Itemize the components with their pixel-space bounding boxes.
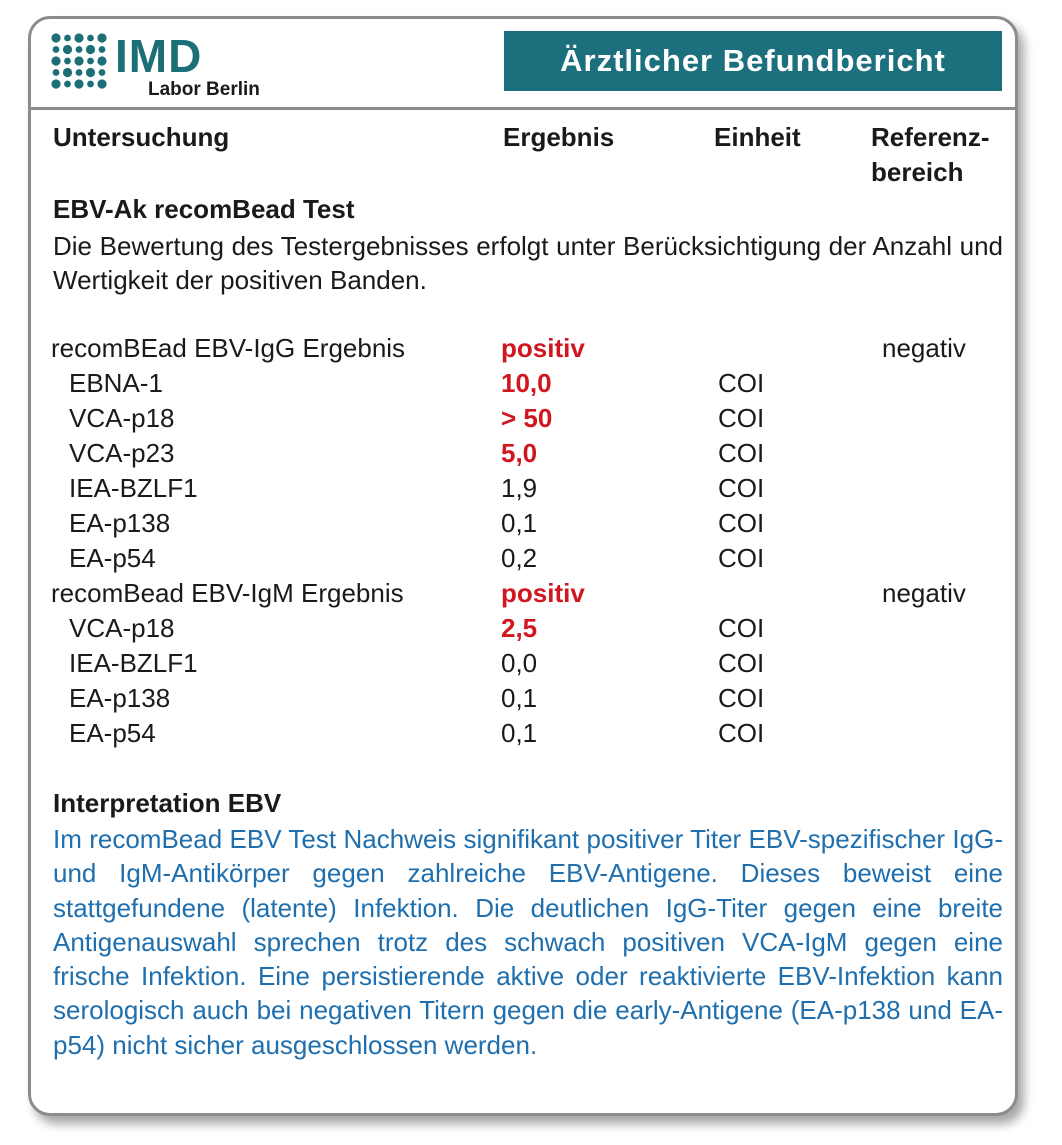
result-row-value: 0,0 xyxy=(501,648,538,678)
result-row-unit: COI xyxy=(718,403,765,433)
logo-subtitle: Labor Berlin xyxy=(148,79,260,100)
result-row-value: 5,0 xyxy=(501,438,538,468)
result-row-name: EA-p54 xyxy=(69,718,156,748)
result-row-value: 10,0 xyxy=(501,368,552,398)
result-row-unit: COI xyxy=(718,438,765,468)
interpretation-text: Im recomBead EBV Test Nachweis signifikant positiver Titer EBV-spezifischer IgG- und IgM-Antikörper gegen zahlreiche EBV-Antigene. Dieses beweist eine stattgefundene (latente) Infektion. Die deutlichen IgG-Titer gegen eine breite Antigenauswahl sprechen trotz des schwach positiven VCA-IgM gegen eine frische Infektion. Eine persistierende aktive oder reaktivierte EBV-Infektion kann serologisch auch bei negativen Titern gegen die early-Antigene (EA-p138 und EA-p54) nicht sicher ausgeschlossen werden. xyxy=(53,824,1003,1060)
result-row-name: recomBead EBV-IgM Ergebnis xyxy=(51,578,404,608)
result-row-value: 0,2 xyxy=(501,543,538,573)
column-header-reference-line2: bereich xyxy=(871,157,964,187)
result-row-unit: COI xyxy=(718,613,765,643)
report-title: Ärztlicher Befundbericht xyxy=(504,31,1002,91)
result-row-value: positiv xyxy=(501,578,585,608)
result-row-value: 0,1 xyxy=(501,718,538,748)
result-row-name: EA-p138 xyxy=(69,683,171,713)
column-header-reference xyxy=(871,120,989,190)
result-row-name: recomBEad EBV-IgG Ergebnis xyxy=(51,333,406,363)
result-row-name: IEA-BZLF1 xyxy=(69,473,198,503)
interpretation-title: Interpretation EBV xyxy=(53,788,282,818)
report-card xyxy=(28,16,1018,1116)
result-row-value: 1,9 xyxy=(501,473,538,503)
logo-text: IMD xyxy=(115,30,203,82)
result-row-name: EA-p54 xyxy=(69,543,156,573)
column-header-test: Untersuchung xyxy=(53,122,230,152)
result-row-value: > 50 xyxy=(501,403,553,433)
report-header xyxy=(31,19,1015,110)
column-header-reference-line1: Referenz- xyxy=(871,122,990,152)
column-header-result: Ergebnis xyxy=(503,122,615,152)
result-row-name: VCA-p18 xyxy=(69,613,175,643)
result-row-name: VCA-p18 xyxy=(69,403,175,433)
result-row-value: 0,1 xyxy=(501,683,538,713)
result-row-unit: COI xyxy=(718,683,765,713)
result-row-reference: negativ xyxy=(882,333,966,363)
result-row-unit: COI xyxy=(718,473,765,503)
result-row-unit: COI xyxy=(718,718,765,748)
result-row-reference: negativ xyxy=(882,578,966,608)
result-row-value: 0,1 xyxy=(501,508,538,538)
result-row-name: EBNA-1 xyxy=(69,368,163,398)
result-row-unit: COI xyxy=(718,508,765,538)
result-row-unit: COI xyxy=(718,543,765,573)
result-row-value: positiv xyxy=(501,333,585,363)
result-row-name: IEA-BZLF1 xyxy=(69,648,198,678)
result-row-unit: COI xyxy=(718,368,765,398)
result-row-name: VCA-p23 xyxy=(69,438,175,468)
result-row-name: EA-p138 xyxy=(69,508,171,538)
section-title: EBV-Ak recomBead Test xyxy=(53,194,355,224)
section-note: Die Bewertung des Testergebnisses erfolgt unter Berücksichtigung der Anzahl und Wertigkeit der positiven Banden. xyxy=(53,231,1003,295)
column-header-unit: Einheit xyxy=(714,122,801,152)
logo-dots-icon xyxy=(51,33,107,89)
result-row-value: 2,5 xyxy=(501,613,538,643)
result-row-unit: COI xyxy=(718,648,765,678)
